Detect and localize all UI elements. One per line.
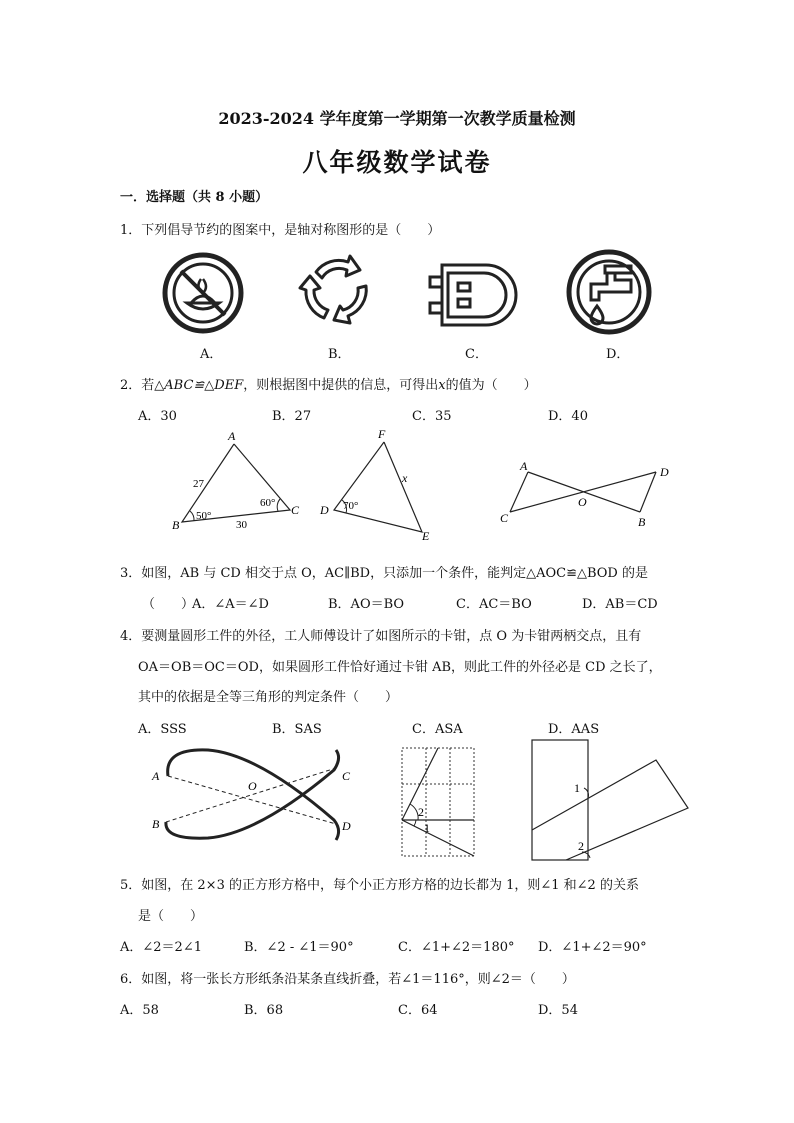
recycle-arrows-icon — [294, 246, 380, 332]
label-a: A — [152, 769, 160, 783]
q3-option-a[interactable]: A．∠A＝∠D — [192, 597, 269, 612]
q3-option-d[interactable]: D．AB＝CD — [582, 597, 658, 612]
q6-stem: 6．如图，将一张长方形纸条沿某条直线折叠，若∠1＝116°，则∠2＝（ ） — [120, 972, 575, 987]
q2-stem-relation: △ABC≌△DEF — [154, 378, 244, 393]
q2-stem-suffix: ，则根据图中提供的信息，可得出 — [243, 378, 439, 393]
q3-paren: （ ） — [142, 597, 195, 612]
label-b: B — [638, 515, 646, 529]
q6-option-b[interactable]: B．68 — [244, 1003, 284, 1018]
label-c: C — [342, 769, 351, 783]
q4-stem-line1: 4．要测量圆形工件的外径，工人师傅设计了如图所示的卡钳，点 O 为卡钳两柄交点，且有 — [120, 629, 642, 644]
q6-option-d[interactable]: D．54 — [538, 1003, 578, 1018]
label-b: B — [172, 518, 180, 532]
side-fe-label: x — [402, 471, 408, 485]
label-c: C — [291, 503, 300, 517]
q5-option-d[interactable]: D．∠1+∠2＝90° — [538, 940, 647, 955]
q2-stem — [120, 374, 537, 393]
q6-option-a[interactable]: A．58 — [120, 1003, 159, 1018]
label-a: A — [520, 459, 528, 473]
angle-d-label: 70° — [343, 500, 359, 512]
q4-option-d[interactable]: D．AAS — [548, 722, 600, 737]
q1-option-b[interactable]: B． — [328, 347, 351, 362]
angle-c-label: 60° — [260, 497, 276, 509]
crossing-segments-figure — [496, 456, 686, 536]
q2-stem-prefix: 2．若 — [120, 378, 155, 393]
q1-stem: 1．下列倡导节约的图案中，是轴对称图形的是（ ） — [120, 223, 441, 238]
q5-stem-line2: 是（ ） — [138, 909, 204, 924]
label-d: D — [660, 465, 669, 479]
angle-b-label: 50° — [196, 510, 212, 522]
q2-option-a[interactable]: A．30 — [138, 409, 177, 424]
q2-stem-tail: 的值为（ ） — [445, 378, 537, 393]
q3-option-c[interactable]: C．AC＝BO — [456, 597, 532, 612]
exam-subtitle: 八年级数学试卷 — [302, 148, 492, 177]
q1-option-c[interactable]: C． — [465, 347, 488, 362]
q5-option-b[interactable]: B．∠2 - ∠1＝90° — [244, 940, 354, 955]
grid-2x3-figure — [398, 744, 482, 860]
label-d: D — [342, 819, 351, 833]
water-faucet-icon — [565, 248, 653, 336]
triangle-abc-figure — [168, 428, 308, 538]
angle-1-label: 1 — [424, 821, 430, 835]
angle-2-label: 2 — [578, 839, 584, 853]
label-o: O — [248, 779, 257, 793]
label-c: C — [500, 511, 509, 525]
q4-option-a[interactable]: A．SSS — [138, 722, 187, 737]
label-b: B — [152, 817, 160, 831]
q4-option-c[interactable]: C．ASA — [412, 722, 463, 737]
q5-option-a[interactable]: A．∠2＝2∠1 — [120, 940, 202, 955]
label-a: A — [228, 429, 236, 443]
q4-stem-line2: OA＝OB＝OC＝OD，如果圆形工件恰好通过卡钳 AB，则此工件的外径必是 CD 之长了， — [138, 660, 662, 675]
q3-option-b[interactable]: B．AO＝BO — [328, 597, 405, 612]
folded-strip-figure — [526, 740, 690, 864]
side-bc-length: 30 — [236, 519, 247, 531]
q5-option-c[interactable]: C．∠1+∠2＝180° — [398, 940, 515, 955]
q5-stem-line1: 5．如图，在 2×3 的正方形方格中，每个小正方形方格的边长都为 1，则∠1 和∠2 的关系 — [120, 878, 639, 893]
q4-option-b[interactable]: B．SAS — [272, 722, 322, 737]
q1-option-d[interactable]: D． — [606, 347, 630, 362]
q2-stem-variable: x — [438, 378, 446, 393]
label-o: O — [578, 495, 587, 509]
caliper-figure — [148, 744, 368, 844]
exam-header-title: 2023-2024 学年度第一学期第一次教学质量检测 — [218, 109, 576, 128]
power-plug-icon — [428, 259, 522, 331]
no-food-waste-icon — [161, 251, 245, 335]
section-heading: 一．选择题（共 8 小题） — [120, 190, 269, 205]
angle-1-label: 1 — [574, 781, 580, 795]
q3-stem: 3．如图，AB 与 CD 相交于点 O，AC∥BD，只添加一个条件，能判定△AOC≌△BOD 的是 — [120, 566, 648, 581]
q2-option-c[interactable]: C．35 — [412, 409, 452, 424]
label-e: E — [422, 529, 430, 543]
label-f: F — [378, 427, 386, 441]
q2-option-b[interactable]: B．27 — [272, 409, 312, 424]
q2-option-d[interactable]: D．40 — [548, 409, 588, 424]
side-ab-length: 27 — [193, 478, 204, 490]
label-d: D — [320, 503, 329, 517]
q6-option-c[interactable]: C．64 — [398, 1003, 438, 1018]
angle-2-label: 2 — [418, 805, 424, 819]
triangle-def-figure — [316, 426, 436, 546]
q1-option-a[interactable]: A． — [200, 347, 223, 362]
q4-stem-line3: 其中的依据是全等三角形的判定条件（ ） — [138, 690, 399, 705]
